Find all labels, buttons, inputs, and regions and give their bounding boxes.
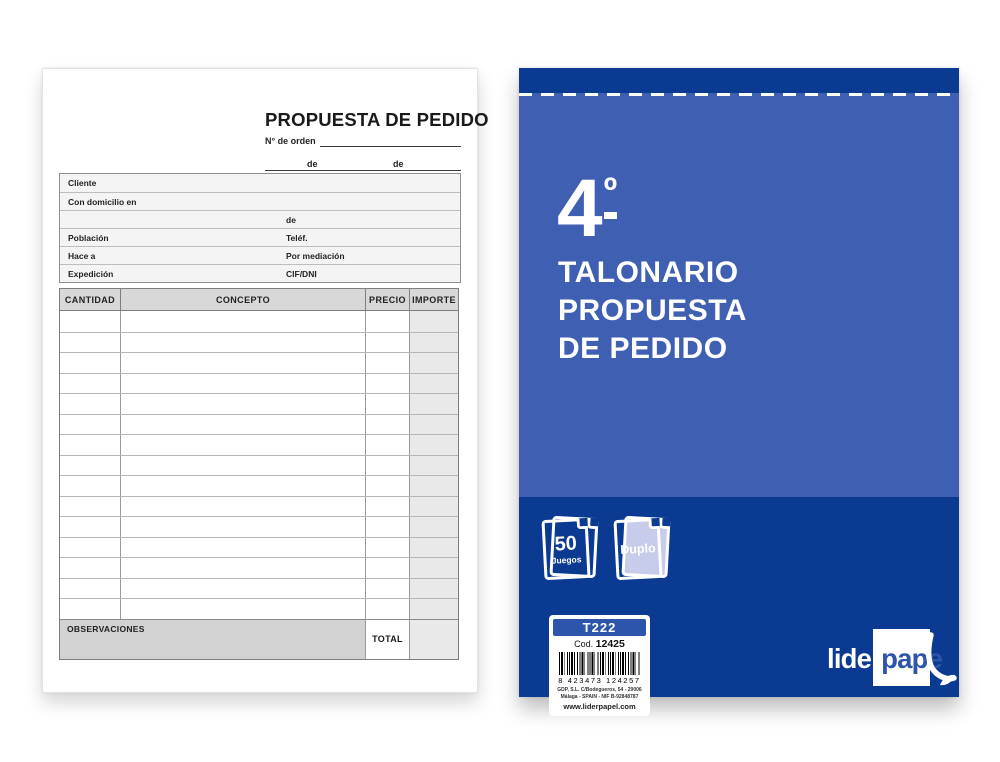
table-empty-cell	[60, 374, 120, 394]
table-empty-cell	[60, 353, 120, 373]
table-empty-cell	[365, 374, 409, 394]
table-empty-cell	[409, 558, 458, 578]
field-label-2: Teléf.	[286, 233, 308, 243]
field-label-2: Por mediación	[286, 251, 345, 261]
table-empty-cell	[60, 394, 120, 414]
sets-unit: Juegos	[551, 553, 582, 566]
table-empty-cell	[120, 415, 365, 435]
table-empty-cell	[365, 394, 409, 414]
manufacturer-address	[553, 687, 646, 700]
table-empty-row	[60, 598, 458, 619]
table-empty-cell	[120, 435, 365, 455]
table-empty-cell	[409, 394, 458, 414]
product-code	[553, 638, 646, 650]
form-title: PROPUESTA DE PEDIDO	[265, 109, 489, 130]
table-empty-cell	[120, 394, 365, 414]
sets-count-badge	[543, 517, 601, 583]
code-prefix: Cod.	[574, 639, 594, 649]
order-form-sheet	[42, 68, 489, 693]
table-empty-cell	[60, 311, 120, 332]
table-empty-cell	[120, 538, 365, 558]
header-precio: PRECIO	[365, 289, 409, 310]
liderpapel-logo	[827, 629, 949, 691]
table-empty-cell	[60, 435, 120, 455]
field-row-expedicion	[60, 264, 460, 282]
items-table-header	[60, 289, 458, 311]
table-empty-cell	[365, 456, 409, 476]
table-empty-cell	[60, 517, 120, 537]
field-row-domicilio	[60, 192, 460, 210]
table-empty-cell	[409, 599, 458, 619]
table-empty-row	[60, 373, 458, 394]
logo-text-lider: lider	[827, 643, 882, 674]
cover-title-line-2: PROPUESTA	[558, 294, 747, 327]
table-empty-cell	[120, 599, 365, 619]
field-label-2: de	[286, 215, 296, 225]
size-ordinal: º	[604, 172, 618, 219]
items-table	[59, 288, 459, 660]
table-empty-cell	[409, 476, 458, 496]
address-line-1: GDP, S.L. C/Bodegueros, 54 - 29006	[557, 687, 642, 693]
total-cell: TOTAL	[365, 620, 409, 659]
table-empty-row	[60, 311, 458, 332]
cover-title-line-3: DE PEDIDO	[558, 332, 728, 365]
sheet-icon	[613, 518, 662, 580]
table-empty-cell	[60, 333, 120, 353]
logo-text-pape: pape	[881, 643, 943, 674]
field-row-hace-a	[60, 246, 460, 264]
table-empty-cell	[120, 558, 365, 578]
table-empty-cell	[120, 579, 365, 599]
table-empty-cell	[409, 374, 458, 394]
table-empty-cell	[365, 333, 409, 353]
table-empty-cell	[365, 558, 409, 578]
date-row	[265, 157, 461, 171]
table-empty-cell	[409, 311, 458, 332]
table-empty-cell	[120, 476, 365, 496]
table-empty-cell	[60, 497, 120, 517]
table-empty-cell	[365, 353, 409, 373]
table-empty-cell	[60, 538, 120, 558]
table-empty-row	[60, 537, 458, 558]
field-label: Población	[68, 233, 109, 243]
table-empty-cell	[409, 435, 458, 455]
table-empty-cell	[60, 579, 120, 599]
table-empty-cell	[365, 311, 409, 332]
table-empty-row	[60, 455, 458, 476]
table-empty-cell	[60, 558, 120, 578]
table-empty-cell	[365, 517, 409, 537]
table-empty-cell	[60, 456, 120, 476]
table-empty-row	[60, 496, 458, 517]
field-label: Con domicilio en	[68, 197, 137, 207]
table-empty-cell	[409, 415, 458, 435]
table-empty-cell	[120, 374, 365, 394]
table-empty-row	[60, 516, 458, 537]
table-empty-cell	[120, 333, 365, 353]
cover-title	[558, 254, 747, 368]
table-body	[60, 311, 458, 619]
duplo-label: Duplo	[619, 541, 657, 557]
model-code: T222	[553, 619, 646, 636]
code-number: 12425	[595, 638, 625, 650]
table-empty-cell	[409, 456, 458, 476]
address-line-2: Málaga - SPAIN - NIF B-92848787	[560, 693, 639, 700]
table-empty-cell	[365, 579, 409, 599]
table-empty-cell	[120, 517, 365, 537]
total-importe-cell	[409, 620, 458, 659]
table-empty-row	[60, 352, 458, 373]
perforation-dashed-line	[519, 93, 959, 96]
sheet-icon	[541, 518, 590, 580]
cover-title-line-1: TALONARIO	[558, 256, 739, 289]
header-concepto: CONCEPTO	[120, 289, 365, 310]
table-empty-cell	[365, 435, 409, 455]
field-row-poblacion	[60, 228, 460, 246]
table-empty-cell	[60, 599, 120, 619]
header-cantidad: CANTIDAD	[64, 294, 116, 305]
table-empty-cell	[60, 476, 120, 496]
table-empty-cell	[409, 538, 458, 558]
date-de-label-1: de	[307, 159, 318, 169]
order-number-row	[265, 135, 461, 147]
cover-bottom-band	[519, 497, 959, 711]
table-empty-cell	[409, 579, 458, 599]
field-label-2: CIF/DNI	[286, 269, 317, 279]
barcode	[559, 652, 640, 675]
table-empty-cell	[120, 353, 365, 373]
header-importe: IMPORTE	[409, 289, 458, 310]
table-empty-row	[60, 557, 458, 578]
table-empty-row	[60, 434, 458, 455]
table-empty-cell	[120, 497, 365, 517]
table-empty-cell	[365, 476, 409, 496]
table-empty-cell	[409, 497, 458, 517]
table-empty-row	[60, 414, 458, 435]
pad-cover	[519, 68, 959, 711]
customer-fields-box	[59, 173, 461, 283]
size-number: 4	[557, 163, 601, 254]
feature-badges	[543, 517, 673, 583]
barcode-digits: 8 423473 124257	[558, 676, 641, 685]
field-label: Expedición	[68, 269, 114, 279]
field-row-de	[60, 210, 460, 228]
table-empty-cell	[60, 415, 120, 435]
field-row-cliente	[60, 174, 460, 192]
website-url: www.liderpapel.com	[563, 702, 636, 711]
cover-top-band	[519, 68, 959, 93]
table-empty-cell	[365, 599, 409, 619]
table-empty-row	[60, 393, 458, 414]
duplo-badge	[615, 517, 673, 583]
table-empty-cell	[409, 353, 458, 373]
observations-cell: OBSERVACIONES	[60, 620, 365, 659]
table-empty-cell	[365, 538, 409, 558]
table-empty-cell	[409, 517, 458, 537]
field-label: Hace a	[68, 251, 96, 261]
sets-count: 50	[554, 531, 578, 556]
table-empty-row	[60, 332, 458, 353]
table-empty-cell	[365, 497, 409, 517]
order-number-label: N° de orden	[265, 136, 316, 146]
order-number-blank-line	[320, 135, 461, 147]
table-empty-cell	[120, 311, 365, 332]
paper-size-label	[557, 163, 618, 254]
table-empty-cell	[120, 456, 365, 476]
table-empty-cell	[409, 333, 458, 353]
logo-leaf-flourish-icon	[922, 631, 956, 687]
items-table-footer	[60, 619, 458, 659]
table-empty-cell	[365, 415, 409, 435]
field-label: Cliente	[68, 178, 97, 188]
table-empty-row	[60, 578, 458, 599]
product-sticker	[549, 615, 650, 716]
date-de-label-2: de	[393, 159, 404, 169]
table-empty-row	[60, 475, 458, 496]
